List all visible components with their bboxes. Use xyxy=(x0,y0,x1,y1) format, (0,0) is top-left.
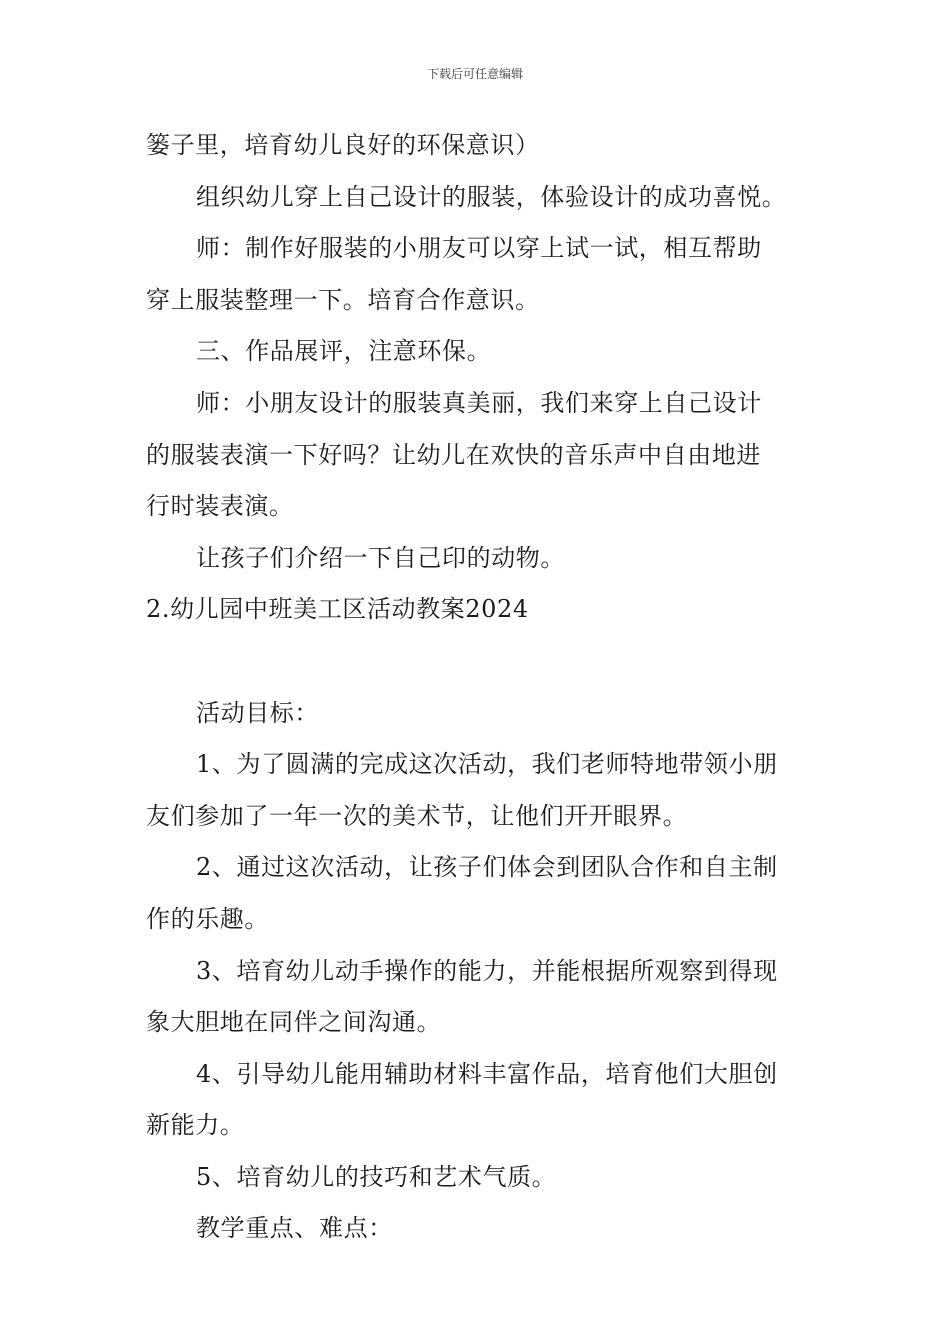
paragraph-line: 作的乐趣。 xyxy=(146,904,269,933)
paragraph-line: 篓子里，培育幼儿良好的环保意识） xyxy=(146,131,540,159)
paragraph-line: 3、培育幼儿动手操作的能力，并能根据所观察到得现 xyxy=(196,956,778,985)
blank-line xyxy=(146,642,810,694)
paragraph-line: 新能力。 xyxy=(146,1111,245,1140)
paragraph-line: 组织幼儿穿上自己设计的服装，体验设计的成功喜悦。 xyxy=(196,182,787,211)
paragraph-line: 穿上服装整理一下。培育合作意识。 xyxy=(146,285,540,314)
paragraph-line: 让孩子们介绍一下自己印的动物。 xyxy=(196,543,565,572)
paragraph-line: 的服装表演一下好吗？让幼儿在欢快的音乐声中自由地进 xyxy=(146,440,761,469)
paragraph-line: 5、培育幼儿的技巧和艺术气质。 xyxy=(196,1162,557,1191)
section-heading: 活动目标： xyxy=(196,698,319,727)
paragraph-line: 师：制作好服装的小朋友可以穿上试一试，相互帮助 xyxy=(196,234,762,263)
section-heading: 教学重点、难点： xyxy=(196,1214,393,1243)
section-heading: 三、作品展评，注意环保。 xyxy=(196,337,492,366)
paragraph-line: 1、为了圆满的完成这次活动，我们老师特地带领小朋 xyxy=(196,750,778,779)
paragraph-line: 师：小朋友设计的服装真美丽，我们来穿上自己设计 xyxy=(196,388,762,417)
document-body xyxy=(146,126,810,1261)
paragraph-line: 行时装表演。 xyxy=(146,492,294,521)
page-header-note: 下载后可任意编辑 xyxy=(426,67,523,81)
document-title: 2.幼儿园中班美工区活动教案2024 xyxy=(146,595,529,624)
paragraph-line: 友们参加了一年一次的美术节，让他们开开眼界。 xyxy=(146,801,688,830)
paragraph-line: 4、引导幼儿能用辅助材料丰富作品，培育他们大胆创 xyxy=(196,1059,778,1088)
paragraph-line: 2、通过这次活动，让孩子们体会到团队合作和自主制 xyxy=(196,853,778,882)
paragraph-line: 象大胆地在同伴之间沟通。 xyxy=(146,1008,442,1037)
